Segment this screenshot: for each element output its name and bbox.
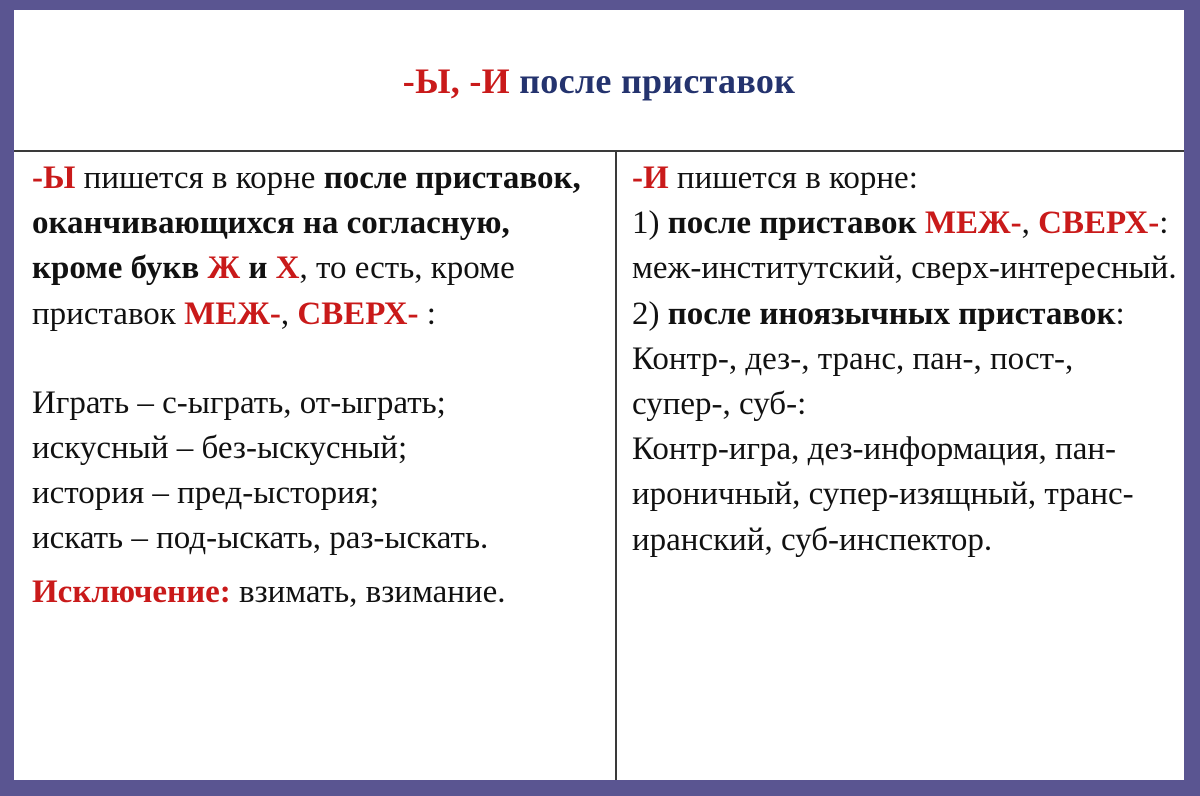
left-prefix-sverkh: СВЕРХ- (297, 295, 419, 332)
left-rule-colon: : (426, 295, 436, 332)
spacer (32, 337, 608, 381)
point-1 (632, 201, 1177, 246)
left-column (32, 156, 608, 615)
exception-label: Исключение: (32, 573, 231, 610)
left-rule-and: и (248, 250, 268, 287)
letter-zh: Ж (207, 250, 241, 287)
left-rule-bold: после приставок, оканчивающихся на согласную, кроме букв (32, 160, 581, 287)
right-rule (632, 156, 1177, 201)
right-prefix-sverkh: СВЕРХ- (1038, 205, 1160, 242)
example-line: искать – под-ыскать, раз-ыскать. (32, 520, 489, 557)
point-1-num: 1) (632, 205, 660, 242)
title-prefix: -Ы, -И (402, 61, 510, 101)
left-rule (32, 156, 608, 337)
exception-text: взимать, взимание. (238, 573, 506, 610)
page-title (403, 60, 795, 102)
point-2-bold: после иноязычных приставок (667, 295, 1116, 332)
left-rule-marker: -Ы (32, 160, 76, 196)
rules-table (14, 150, 1184, 780)
left-prefix-mezh: МЕЖ- (184, 295, 281, 332)
right-rule-text1: пишется в корне: (676, 160, 918, 196)
example-line: Играть – с-ыграть, от-ыграть; (32, 384, 446, 421)
point-1-comma: , (1021, 205, 1030, 242)
slide (14, 10, 1184, 780)
left-rule-comma: , (280, 295, 290, 332)
example-line: история – пред-ыстория; (32, 475, 380, 512)
column-divider (615, 152, 617, 780)
point-2-prefixes: Контр-, дез-, транс, пан-, пост-, супер-, суб-: (632, 340, 1074, 423)
point-2 (632, 292, 1177, 337)
point-2-examples: Контр-игра, дез-информация, пан-ироничный, супер-изящный, транс-иранский, суб-инспектор. (632, 431, 1134, 558)
point-1-examples: меж-институтский, сверх-интересный. (632, 250, 1177, 287)
right-rule-marker: -И (632, 160, 669, 196)
title-rest: после приставок (519, 61, 796, 101)
exception (32, 570, 608, 615)
right-column (632, 156, 1177, 563)
spacer (32, 562, 608, 570)
left-rule-text2: , то есть, кроме приставок (32, 250, 515, 332)
letter-kh: Х (275, 250, 300, 287)
title-band (14, 10, 1184, 150)
point-2-colon: : (1115, 295, 1125, 332)
example-line: искусный – без-ыскусный; (32, 430, 408, 467)
left-rule-text1: пишется в корне (83, 160, 316, 196)
point-1-colon: : (1159, 205, 1169, 242)
right-prefix-mezh: МЕЖ- (924, 205, 1022, 242)
point-1-bold: после приставок (667, 205, 917, 242)
point-2-num: 2) (632, 295, 660, 332)
